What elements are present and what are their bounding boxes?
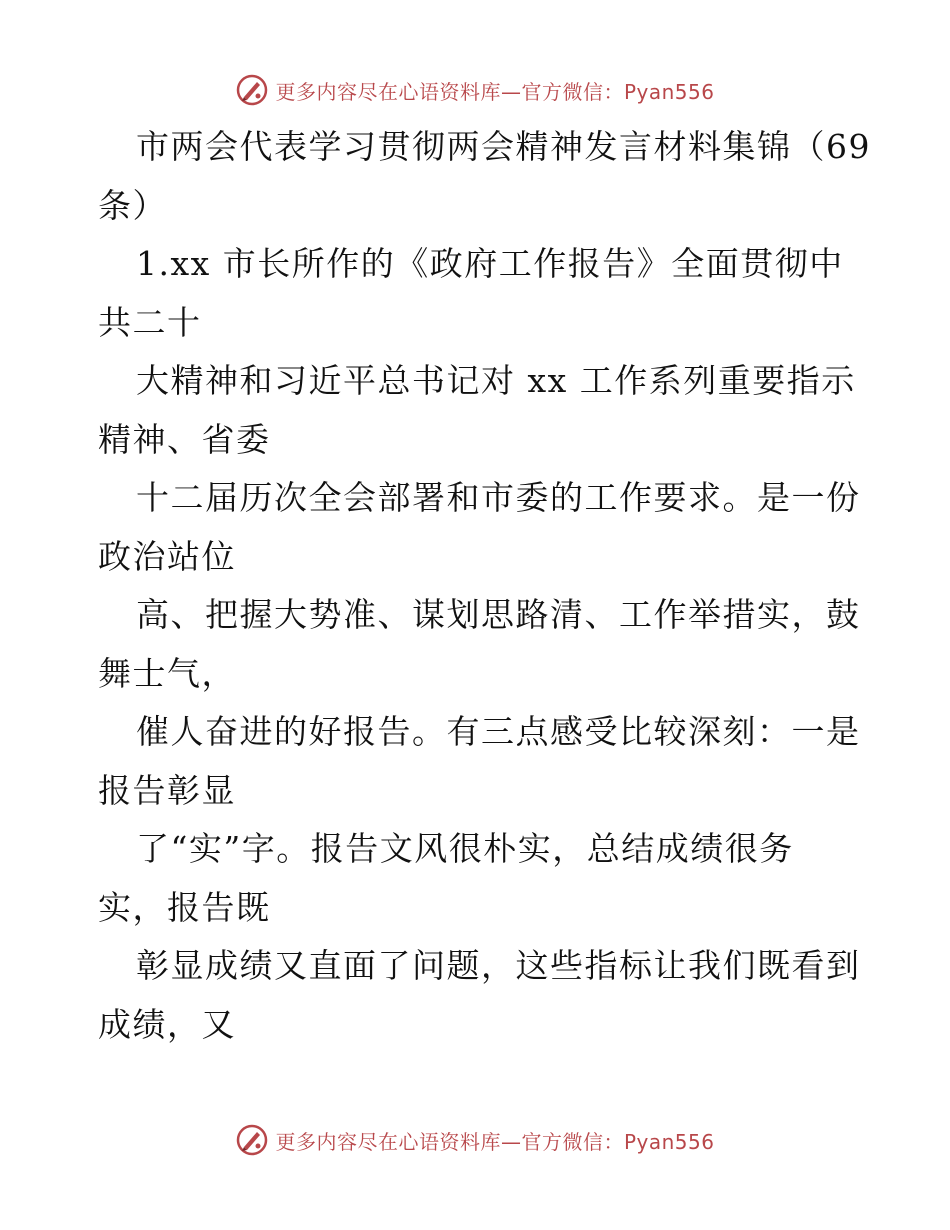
text-line: 大精神和习近平总书记对 xx 工作系列重要指示: [136, 361, 856, 400]
text-line: 舞士气，: [98, 653, 236, 693]
quill-pen-logo-icon: [235, 1123, 269, 1157]
text-line: 政治站位: [98, 536, 236, 576]
header-banner: [0, 70, 950, 110]
header-banner-text: 更多内容尽在心语资料库—官方微信：Pyan556: [275, 79, 715, 104]
text-line: 市两会代表学习贯彻两会精神发言材料集锦（69: [136, 127, 871, 166]
quill-pen-logo-icon: [235, 73, 269, 107]
text-line: 彰显成绩又直面了问题，这些指标让我们既看到: [136, 946, 861, 985]
document-body: [98, 118, 871, 1054]
text-line: 条）: [98, 185, 167, 225]
text-line: 1.xx 市长所作的《政府工作报告》全面贯彻中: [136, 244, 844, 283]
text-line: 精神、省委: [98, 419, 271, 459]
text-line: 十二届历次全会部署和市委的工作要求。是一份: [136, 478, 861, 517]
text-line: 成绩，又: [98, 1004, 236, 1044]
text-line: 实，报告既: [98, 887, 271, 927]
text-line: 报告彰显: [98, 770, 236, 810]
text-line: 高、把握大势准、谋划思路清、工作举措实，鼓: [136, 595, 861, 634]
text-line: 共二十: [98, 302, 202, 342]
footer-banner-text: 更多内容尽在心语资料库—官方微信：Pyan556: [275, 1129, 715, 1154]
footer-banner: [0, 1120, 950, 1160]
text-line: 催人奋进的好报告。有三点感受比较深刻：一是: [136, 712, 861, 751]
text-line: 了“实”字。报告文风很朴实，总结成绩很务: [136, 829, 794, 868]
